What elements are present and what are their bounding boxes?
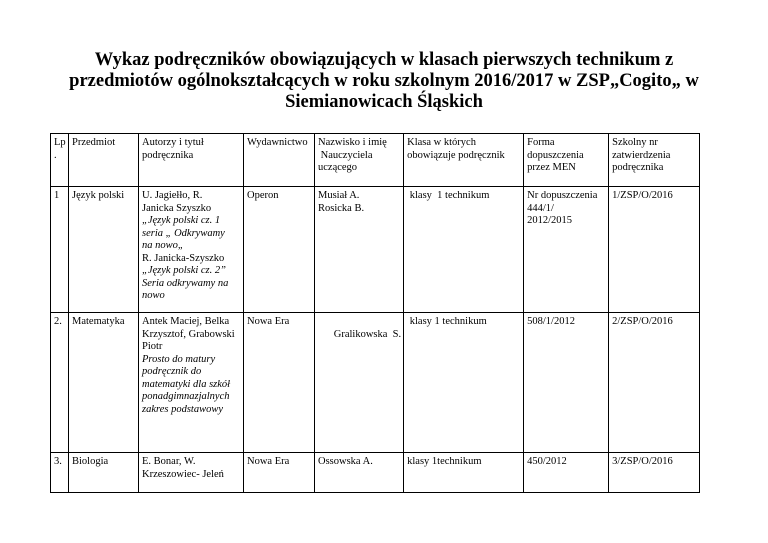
cell-author [139,313,244,453]
approval-line: 450/2012 [527,456,567,467]
header-teacher-line: Nazwisko i imię [318,137,387,148]
page-title-line-2: przedmiotów ogólnokształcących w roku szkolnym 2016/2017 w ZSP„Cogito„ w [69,71,699,91]
cell-approval [524,313,609,453]
page-title [40,50,728,113]
textbook-table [50,133,700,493]
table-row [51,453,700,493]
book-title-line: matematyki dla szkół [142,378,231,390]
author-line: R. Janicka-Szyszko [142,252,225,264]
book-title-line: nowo [142,290,165,301]
header-subject [69,134,139,187]
cell-lp: 2. [51,313,69,453]
cell-approval [524,453,609,493]
header-teacher-line: uczącego [318,162,358,173]
table-row [51,313,700,453]
header-subject-label: Przedmiot [72,137,116,148]
author-line: Antek Maciej, Belka [142,316,230,327]
author-line: Krzeszowiec- Jeleń [142,468,224,480]
author-line: Krzysztof, Grabowski [142,328,235,340]
cell-school-no: 1/ZSP/O/2016 [609,187,700,313]
header-teacher-line: Nauczyciela [318,149,373,161]
book-title-line: Seria odkrywamy na [142,277,229,289]
cell-class: klasy 1 technikum [404,313,524,453]
header-publisher-label: Wydawnictwo [247,137,308,148]
teacher-line: Musiał A. [318,190,360,201]
book-title-line: zakres podstawowy [142,403,223,415]
approval-line: 2012/2015 [527,215,573,226]
header-approval-line: przez MEN [527,162,576,173]
cell-approval [524,187,609,313]
header-author-line: podręcznika [142,149,194,161]
page-title-line-1: Wykaz podręczników obowiązujących w klasach pierwszych technikum z [94,50,674,70]
cell-teacher [315,453,404,493]
book-title-line: podręcznik do [142,366,202,377]
header-class-line: Klasa w których [407,137,476,148]
cell-publisher: Operon [244,187,315,313]
header-class-line: obowiązuje podręcznik [407,149,505,161]
book-title-line: seria „ Odkrywamy [142,227,225,239]
approval-line: 444/1/ [527,202,554,214]
cell-publisher: Nowa Era [244,313,315,453]
header-lp-line: Lp [54,137,66,148]
cell-subject: Matematyka [69,313,139,453]
cell-class: klasy 1technikum [404,453,524,493]
book-title-line: „Język polski cz. 1 [142,215,221,226]
cell-subject: Język polski [69,187,139,313]
header-lp-line: . [54,149,57,161]
header-class [404,134,524,187]
cell-lp: 3. [51,453,69,493]
cell-lp: 1 [51,187,69,313]
approval-line: Nr dopuszczenia [527,190,598,201]
cell-class: klasy 1 technikum [404,187,524,313]
header-approval [524,134,609,187]
cell-author [139,453,244,493]
author-line: Piotr [142,341,163,352]
header-teacher [315,134,404,187]
header-school-no-line: Szkolny nr [612,137,658,148]
cell-subject: Biologia [69,453,139,493]
table-row [51,187,700,313]
table-header-row [51,134,700,187]
teacher-line: Ossowska A. [318,456,373,467]
teacher-line: Gralikowska S. [333,328,402,340]
author-line: Janicka Szyszko [142,202,212,214]
header-school-no-line: podręcznika [612,162,664,173]
approval-line: 508/1/2012 [527,316,575,327]
author-line: U. Jagiełło, R. [142,190,203,201]
header-author-line: Autorzy i tytuł [142,137,204,148]
header-school-no-line: zatwierdzenia [612,149,671,161]
header-approval-line: Forma [527,137,555,148]
author-line: E. Bonar, W. [142,456,196,467]
header-author [139,134,244,187]
header-approval-line: dopuszczenia [527,149,584,161]
cell-author [139,187,244,313]
cell-school-no: 3/ZSP/O/2016 [609,453,700,493]
header-school-no [609,134,700,187]
book-title-line: ponadgimnazjalnych [142,391,230,402]
cell-teacher [315,313,404,453]
teacher-line: Rosicka B. [318,202,365,214]
cell-publisher: Nowa Era [244,453,315,493]
book-title-line: Prosto do matury [142,353,216,365]
header-lp [51,134,69,187]
cell-teacher [315,187,404,313]
book-title-line: na nowo„ [142,240,184,251]
header-publisher [244,134,315,187]
book-title-line: „Język polski cz. 2” [142,265,226,276]
cell-school-no: 2/ZSP/O/2016 [609,313,700,453]
page-title-line-3: Siemianowicach Śląskich [285,92,483,112]
